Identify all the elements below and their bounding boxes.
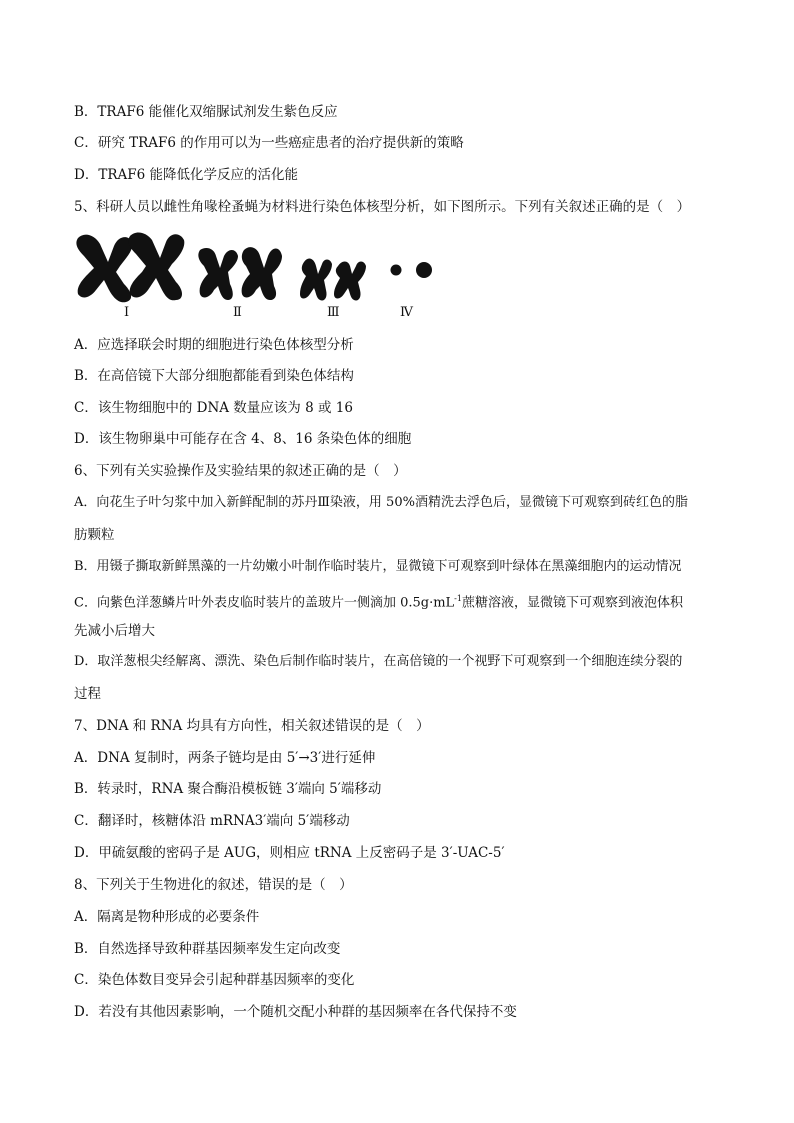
q6-option-d-line1: D．取洋葱根尖经解离、漂洗、染色后制作临时装片，在高倍镜的一个视野下可观察到一个细胞连续分裂的 [74,654,683,669]
chromosome-group-1 [76,233,184,303]
q7-option-a: A．DNA 复制时，两条子链均是由 5′→3′进行延伸 [74,750,376,766]
chromosome-group-4 [391,262,433,278]
q5-option-b: B．在高倍镜下大部分细胞都能看到染色体结构 [74,368,354,384]
q4-option-d: D．TRAF6 能降低化学反应的活化能 [74,167,298,183]
q6-option-b: B．用镊子撕取新鲜黑藻的一片幼嫩小叶制作临时装片，显微镜下可观察到叶绿体在黑藻细胞内的运动情况 [74,559,682,574]
q8-stem: 8、下列关于生物进化的叙述，错误的是（ ） [74,877,353,893]
q6-option-c-line2: 先减小后增大 [74,623,155,639]
chromosome-karyotype-figure [74,228,444,324]
figure-label-2: Ⅱ [233,305,242,320]
q7-option-b: B．转录时，RNA 聚合酶沿模板链 3′端向 5′端移动 [74,781,382,797]
q5-stem: 5、科研人员以雌性角喙栓蚤蝇为材料进行染色体核型分析，如下图所示。下列有关叙述正确的是（ ） [74,199,691,215]
figure-label-1: Ⅰ [124,305,130,320]
chromosome-group-3 [300,259,366,301]
q6-option-d-line2: 过程 [74,686,101,702]
chromosome-group-2 [198,247,282,300]
q8-option-b: B．自然选择导致种群基因频率发生定向改变 [74,941,341,957]
q5-option-a: A．应选择联会时期的细胞进行染色体核型分析 [74,337,354,353]
figure-label-4: Ⅳ [400,305,413,320]
q6-option-c-superscript: -1 [454,594,462,603]
q8-option-a: A．隔离是物种形成的必要条件 [74,909,260,925]
q7-stem: 7、DNA 和 RNA 均具有方向性，相关叙述错误的是（ ） [74,718,430,734]
q6-option-c-text-b: 蔗糖溶液，显微镜下可观察到液泡体积 [461,595,683,611]
q6-option-a-line2: 肪颗粒 [74,527,115,543]
q6-option-c-text-a: C．向紫色洋葱鳞片叶外表皮临时装片的盖玻片一侧滴加 0.5g·mL [74,595,455,611]
q6-stem: 6、下列有关实验操作及实验结果的叙述正确的是（ ） [74,463,407,479]
q7-option-d: D．甲硫氨酸的密码子是 AUG，则相应 tRNA 上反密码子是 3′-UAC-5′ [74,845,505,861]
q6-option-a-line1: A．向花生子叶匀浆中加入新鲜配制的苏丹Ⅲ染液，用 50%酒精洗去浮色后，显微镜下可观察到砖红色的脂 [74,495,688,510]
q5-option-d: D．该生物卵巢中可能存在含 4、8、16 条染色体的细胞 [74,431,412,447]
q7-option-c: C．翻译时，核糖体沿 mRNA3′端向 5′端移动 [74,813,350,829]
q8-option-c: C．染色体数目变异会引起种群基因频率的变化 [74,972,355,988]
q4-option-b: B．TRAF6 能催化双缩脲试剂发生紫色反应 [74,104,338,120]
figure-label-3: Ⅲ [327,305,340,320]
q8-option-d: D．若没有其他因素影响，一个随机交配小种群的基因频率在各代保持不变 [74,1004,517,1020]
q6-option-c-line1 [74,590,683,612]
q4-option-c: C．研究 TRAF6 的作用可以为一些癌症患者的治疗提供新的策略 [74,135,464,151]
q5-option-c: C．该生物细胞中的 DNA 数量应该为 8 或 16 [74,400,353,416]
